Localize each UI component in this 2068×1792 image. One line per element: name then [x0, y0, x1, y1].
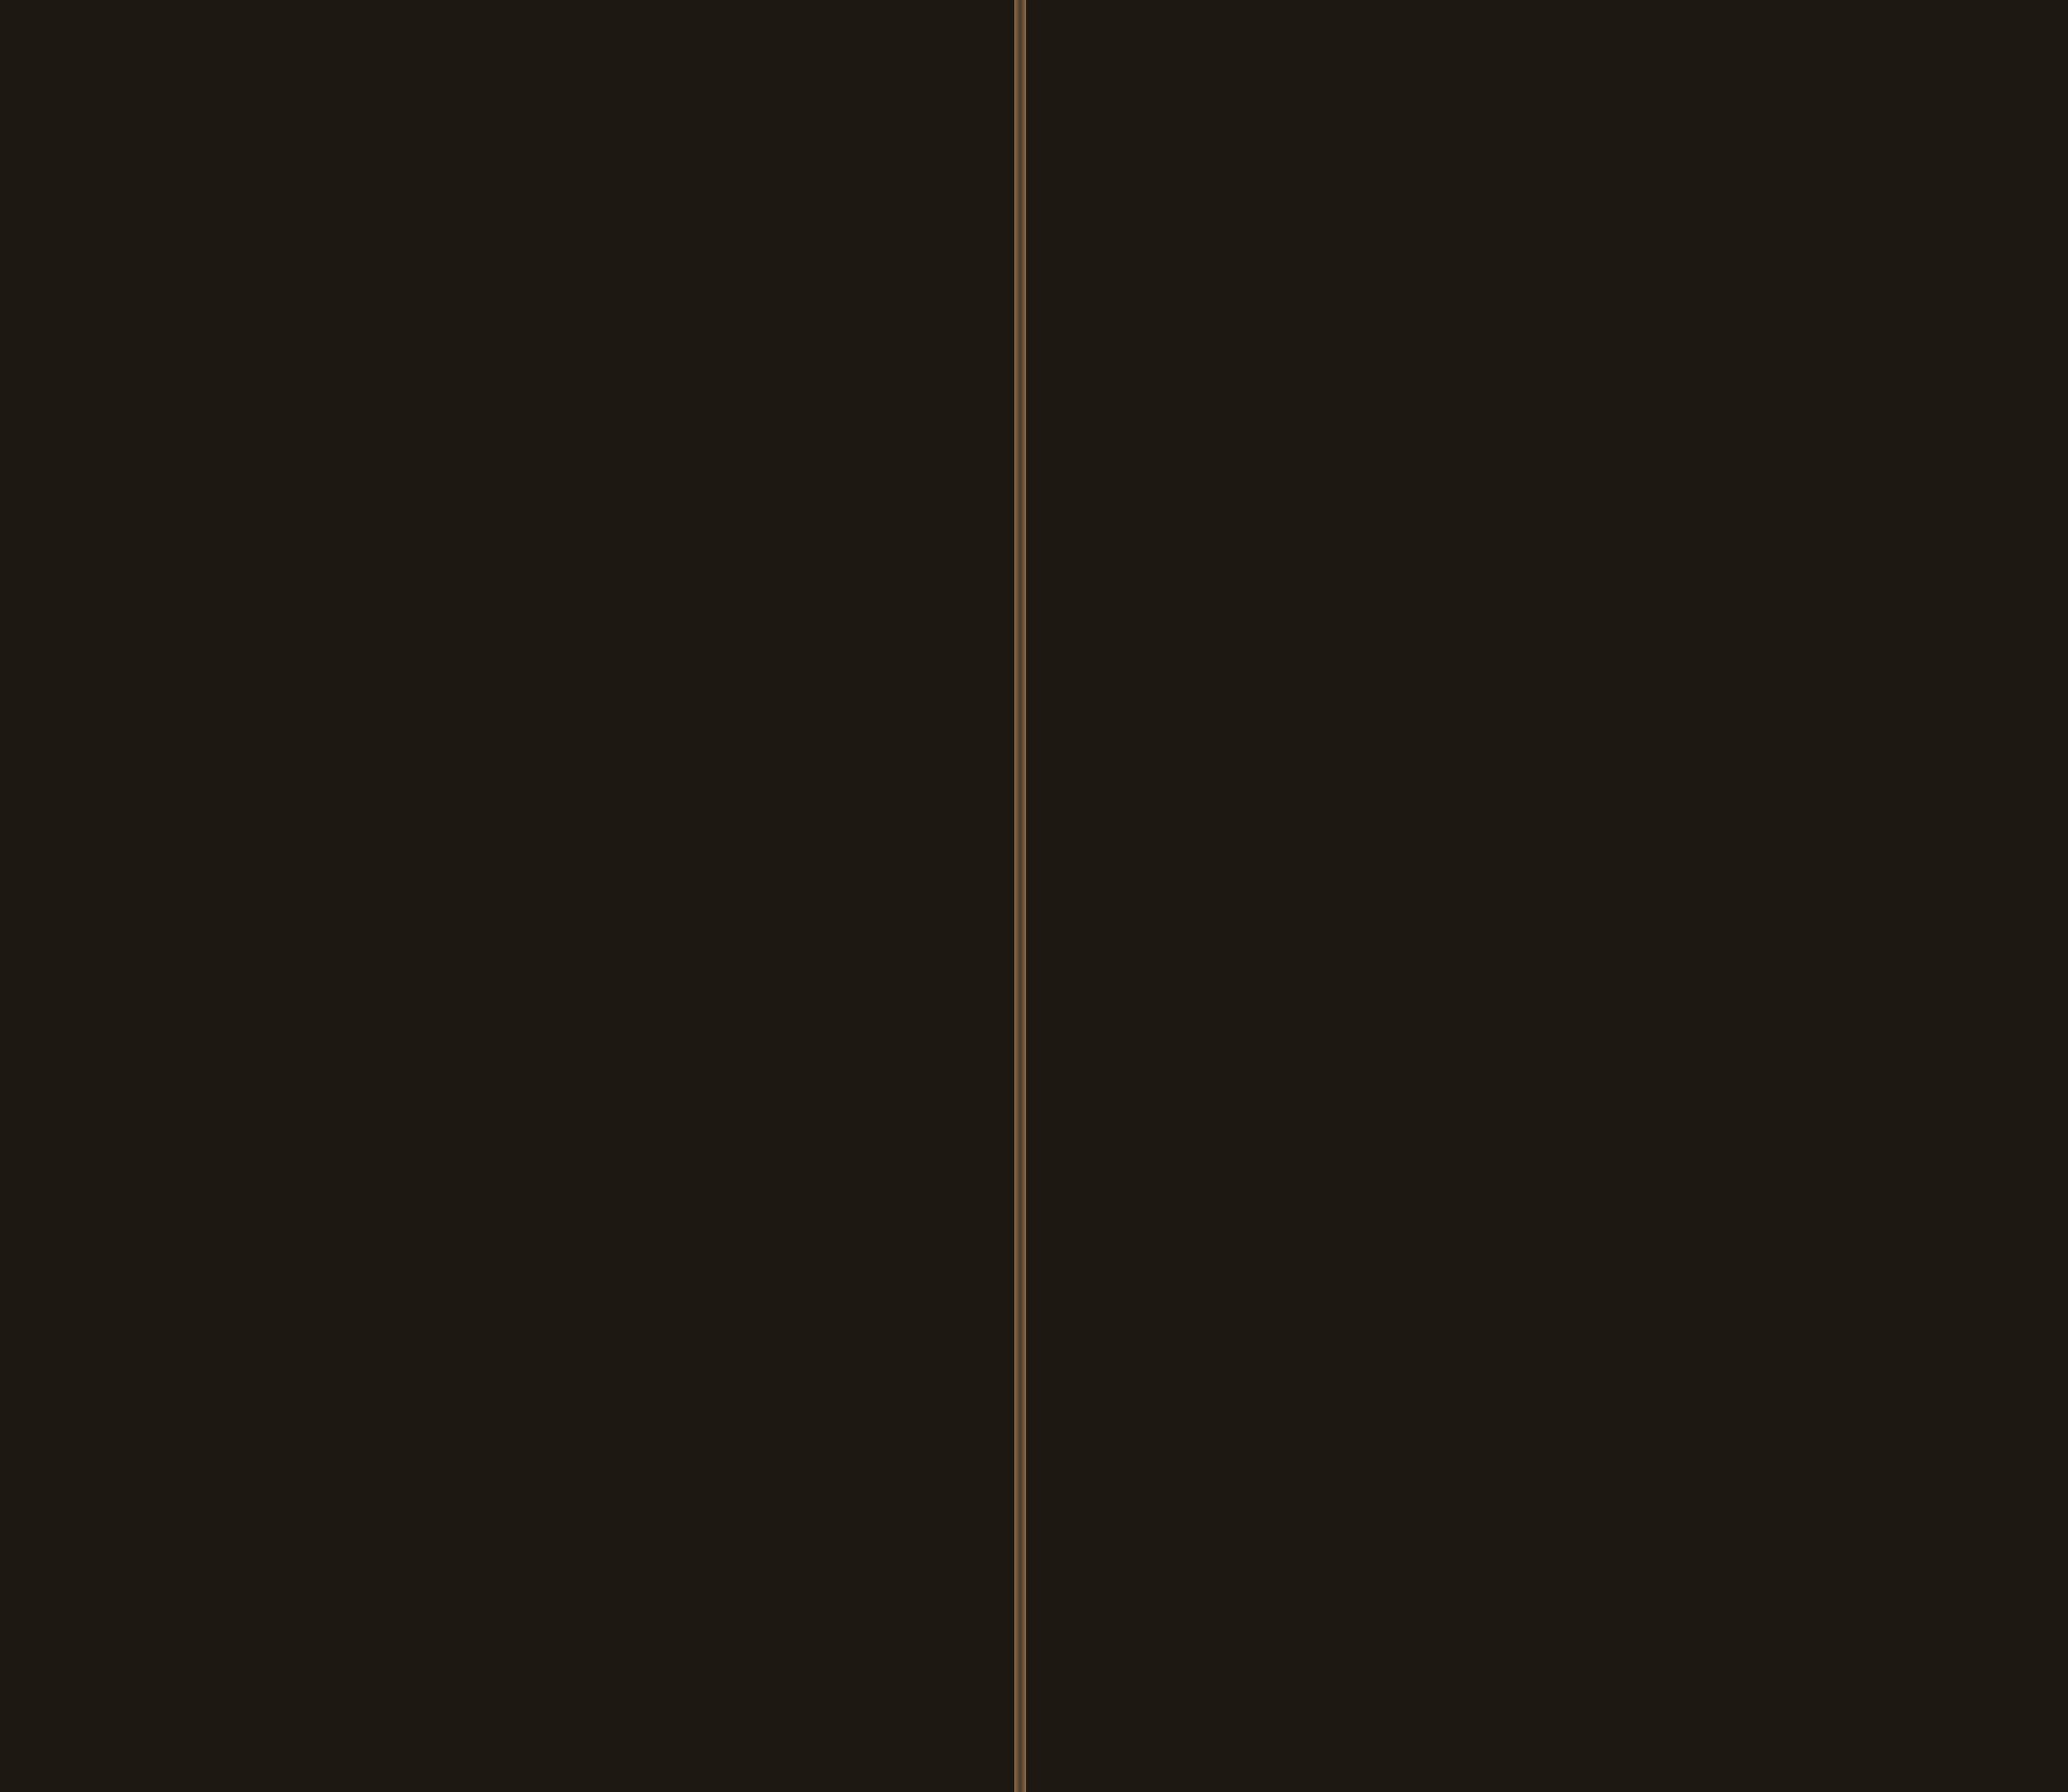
book-gutter: [1014, 0, 1026, 1792]
